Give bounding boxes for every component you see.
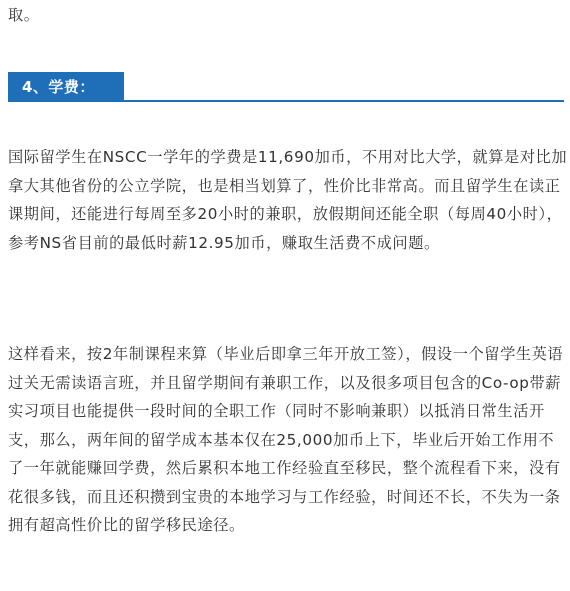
paragraph-tuition: 国际留学生在NSCC一学年的学费是11,690加币，不用对比大学，就算是对比加拿大其他省份的公立学院，也是相当划算了，性价比非常高。而且留学生在读正课期间，还能进行每周至多20小时的兼职，放假期间还能全职（每周40小时），参考NS省目前的最低时薪12.95加币，赚取生活费不成问题。 — [8, 148, 568, 252]
section-heading: 4、学费： — [8, 72, 124, 102]
section-header — [8, 72, 564, 102]
paragraph-cost-summary: 这样看来，按2年制课程来算（毕业后即拿三年开放工签），假设一个留学生英语过关无需读语言班，并且留学期间有兼职工作，以及很多项目包含的Co-op带薪实习项目也能提供一段时间的全职工作（同时不影响兼职）以抵消日常生活开支，那么，两年间的留学成本基本仅在25,000加币上下，毕业后开始工作用不了一年就能赚回学费，然后累积本地工作经验直至移民，整个流程看下来，没有花很多钱，而且还积攒到宝贵的本地学习与工作经验，时间还不长，不失为一条拥有超高性价比的留学移民途径。 — [8, 345, 564, 534]
paragraph-fragment: 取。 — [8, 6, 40, 24]
header-underline — [124, 100, 564, 102]
